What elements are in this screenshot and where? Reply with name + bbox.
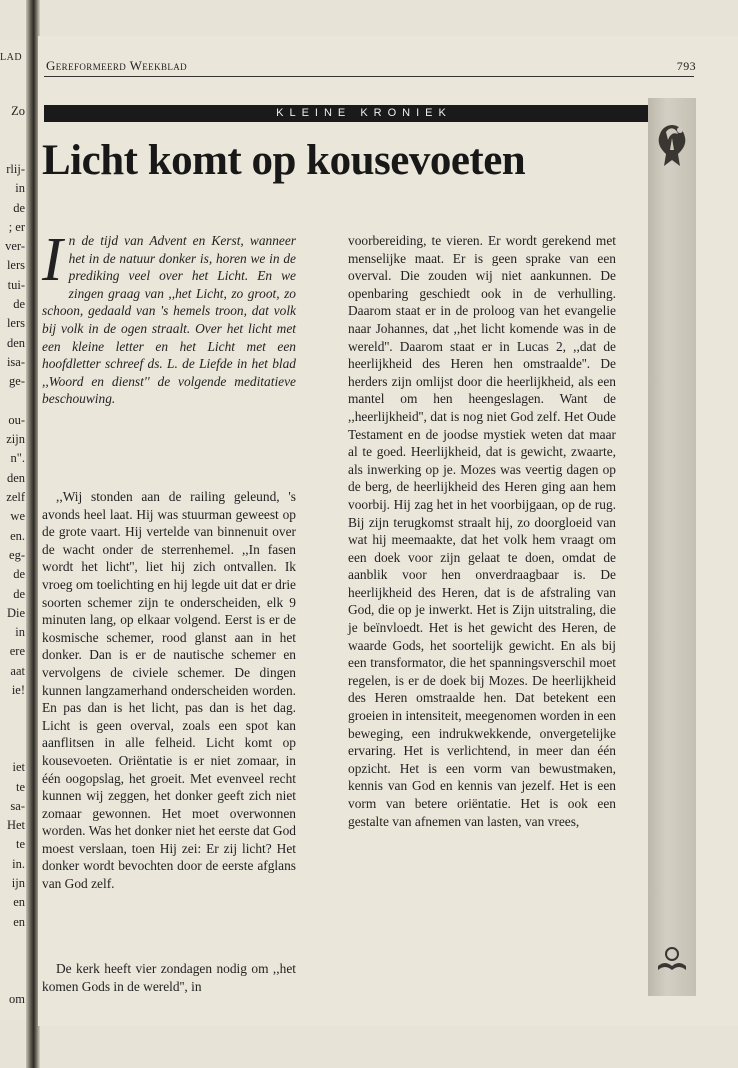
left-page-fragment: ver-: [5, 239, 25, 254]
body-paragraph-1: ,,Wij stonden aan de railing geleund, 's avonds heel laat. Hij was stuurman geweest op de grote vaart. Hij vertelde van binnenuit over de wacht onder de sterrenhemel. ,,In fasen wordt het licht'', liet hij zich ontvallen. Ik vroeg om toelichting en hij legde uit dat er drie soorten schemer zijn te onderscheiden, elk 9 minuten lang, op elkaar volgend. Eerst is er de kosmische schemer, rood glanst aan in het donker. Dan is er de nautische schemer en vervolgens de civiele schemer. De dingen kunnen langzamerhand onderscheiden worden. En pas dan is het licht, pas dan is het dag. Licht is geen overval, zoals een spot kan aanflitsen in alle felheid. Licht komt op kousevoeten. Oriëntatie is er niet zomaar, in één oogopslag, het groeit. Met evenveel recht kunnen wij zeggen, het donker geeft zich niet zomaar gewonnen. Het moet overwonnen worden. Was het donker niet het eerste dat God moest verslaan, toen Hij zei: Er zij licht? Het donker wordt bevochten door de eerste afglans van God zelf.: [42, 489, 296, 892]
article-title: Licht komt op kousevoeten: [42, 137, 526, 184]
left-page-fragment: zelf: [6, 490, 25, 504]
left-page-fragment: en: [13, 895, 25, 910]
left-page-fragment: de: [13, 297, 25, 311]
left-page-edge: [0, 40, 28, 1020]
column-1-body: [42, 488, 296, 893]
left-page-fragment: lers: [6, 258, 25, 273]
column-2-body: [348, 232, 616, 830]
left-page-fragment: ijn: [11, 876, 25, 890]
body-paragraph-2: De kerk heeft vier zondagen nodig om ,,het komen Gods in de wereld'', in: [42, 961, 296, 994]
body-paragraph-3: voorbereiding, te vieren. Er wordt gerekend met menselijke maat. Er is geen sprake van een overval. Die zouden wij niet aankunnen. De openbaring geschiedt ook in de verhulling. Daarom staat er in de proloog van het evangelie naar Johannes, dat ,,het licht komende was in de wereld''. Daarom staat er in Lucas 2, ,,dat de heerlijkheid des Heren hen omstraalde''. De herders zijn omlijst door die heerlijkheid, als een mantel om hen heengeslagen. Want de ,,heerlijkheid'', dat is nog niet God zelf. Het Oude Testament en de joodse mystiek weten dat maar al te goed. Heerlijkheid, dat is gewicht, zwaarte, als inwerking op je. Mozes was veertig dagen op de berg, de heerlijkheid des Heren ging aan hem voorbij. Hij zag het in het voorbijgaan, op de rug. Bij zijn terugkomst straalt hij, zo doorgloeid van wat hij meemaakte, dat het volk hem vraagt om een doek voor zijn gelaat te doen, omdat de aanblik voor hen onverdraagbaar is. De heerlijkheid des Heren, dat is de afstraling van God, die op je inwerkt. Het is Zijn uitstraling, die je beïnvloedt. Het is het gewicht des Heren, de waarde Gods, het soortelijk gewicht. En als bij een transformator, die het spanningsverschil moet regelen, is er de doek bij Mozes. De heerlijkheid des Heren omstraalde hen. Dat betekent een groeien in intensiteit, meegenomen worden in een beweging, een indrukwekkende, onvergetelijke ervaring. Het is verlichtend, in meer dan één opzicht. Het is een vorm van bewustmaken, kennis van God en kennis van jezelf. Het is een vorm van betere oriëntatie. Het is ook een gestalte van afnemen van lasten, van vrees,: [348, 233, 616, 829]
left-page-fragment: ou-: [8, 412, 25, 427]
left-page-fragment: in: [15, 625, 25, 640]
tree-figure-emblem-icon: [652, 114, 692, 174]
left-page-fragment: de: [13, 200, 25, 215]
left-page-fragment: n".: [10, 451, 25, 466]
running-head: [46, 58, 696, 74]
article-intro: [42, 226, 296, 408]
open-book-emblem-icon: [656, 944, 688, 974]
drop-cap: I: [42, 226, 63, 294]
left-page-fragment: en: [13, 914, 25, 929]
left-page-fragment: den: [6, 470, 25, 485]
left-page-fragment: lers: [6, 316, 25, 331]
left-page-fragment: sa-: [10, 798, 25, 813]
decorative-sidebar: [648, 98, 696, 996]
left-page-fragment: de: [13, 567, 25, 582]
header-rule: [44, 76, 694, 77]
left-page-fragment: om: [9, 991, 25, 1006]
left-page-fragment: de: [13, 586, 25, 601]
left-page-fragment: ; er: [8, 219, 25, 234]
left-page-fragment: eg-: [9, 547, 25, 562]
left-page-fragment: ge-: [9, 374, 25, 389]
publication-name: Gereformeerd Weekblad: [46, 58, 188, 73]
left-page-fragment: te: [15, 779, 25, 794]
left-page-fragment: ere: [9, 644, 25, 659]
left-page-fragment: isa-: [6, 354, 25, 369]
left-page-fragment: den: [6, 335, 25, 350]
left-page-fragment: aat: [10, 663, 25, 678]
page-number: 793: [676, 59, 696, 73]
left-page-fragment: zijn: [6, 432, 25, 447]
left-page-fragment: Het: [6, 818, 25, 833]
left-page-fragment: ie!: [11, 683, 25, 697]
left-page-fragment: rlij-: [6, 161, 25, 176]
left-page-fragment: in: [15, 181, 25, 196]
left-page-fragment: Zo: [11, 104, 25, 118]
left-page-fragment: iet: [12, 760, 25, 775]
left-page-fragment: tui-: [7, 277, 25, 292]
section-label-bar: KLEINE KRONIEK: [44, 105, 684, 122]
left-page-header-fragment: LAD: [0, 52, 23, 63]
left-page-fragment: we: [10, 509, 25, 524]
column-1-continued: [42, 960, 296, 995]
left-page-fragment: te: [15, 837, 25, 852]
intro-text: n de tijd van Advent en Kerst, wanneer het in de natuur donker is, horen we in de prediking veel over het Licht. En we zingen graag van ,,het Licht, zo groot, zo schoon, gedaald van 's hemels troon, dat volk bij volk in de ogen straalt. Over het licht met een kleine letter en het Licht met een hoofdletter schreef ds. L. de Liefde in het blad ,,Woord en dienst'' de volgende meditatieve beschouwing.: [42, 233, 296, 407]
magazine-page: [38, 36, 738, 1026]
left-page-fragment: Die: [6, 605, 25, 620]
left-page-fragment: in.: [12, 856, 25, 871]
left-page-fragment: en.: [10, 528, 25, 543]
